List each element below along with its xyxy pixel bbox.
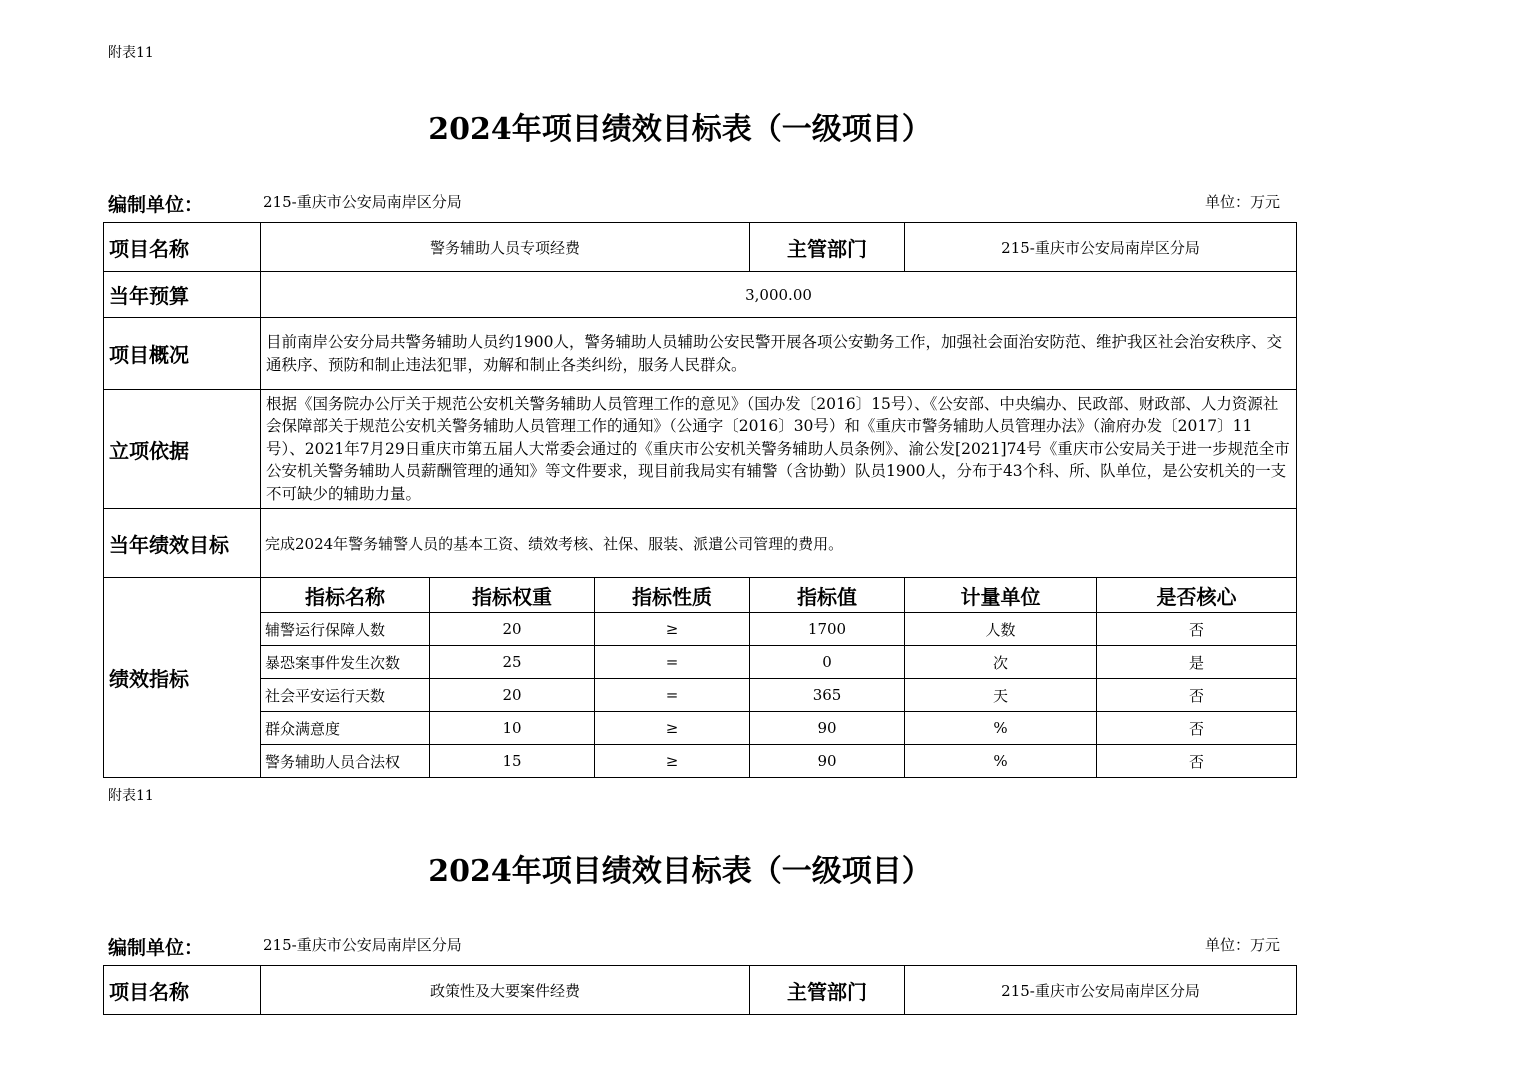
indicator-header: 是否核心 (1097, 578, 1297, 613)
indicator-nature: ≥ (595, 745, 750, 778)
basis-value: 根据《国务院办公厅关于规范公安机关警务辅助人员管理工作的意见》（国办发〔2016〕15号）、《公安部、中央编办、民政部、财政部、人力资源社会保障部关于规范公安机关警务辅助人员管理工作的通知》（公通字〔2016〕30号）和《重庆市警务辅助人员管理办法》（渝府办发〔2017〕11号）、2021年7月29日重庆市第五届人大常委会通过的《重庆市公安机关警务辅助人员条例》、渝公发[2021]74号《重庆市公安局关于进一步规范全市公安机关警务辅助人员薪酬管理的通知》等文件要求，现目前我局实有辅警（含协勤）队员1900人，分布于43个科、所、队单位，是公安机关的一支不可缺少的辅助力量。 (261, 390, 1297, 509)
indicator-header: 指标名称 (261, 578, 430, 613)
indicator-row (104, 646, 1297, 679)
indicator-core: 否 (1097, 745, 1297, 778)
indicator-unit: 人数 (905, 613, 1097, 646)
indicator-row (104, 745, 1297, 778)
basis-label: 立项依据 (104, 390, 261, 509)
budget-value: 3,000.00 (261, 272, 1297, 318)
project-name-label: 项目名称 (104, 966, 261, 1015)
currency-unit: 单位：万元 (1205, 193, 1281, 211)
indicator-row (104, 679, 1297, 712)
dept-value: 215-重庆市公安局南岸区分局 (905, 223, 1297, 272)
project-name-value: 警务辅助人员专项经费 (261, 223, 750, 272)
currency-unit: 单位：万元 (1205, 936, 1281, 954)
overview-label: 项目概况 (104, 318, 261, 390)
goal-value: 完成2024年警务辅警人员的基本工资、绩效考核、社保、服装、派遣公司管理的费用。 (261, 509, 1297, 578)
goal-label: 当年绩效目标 (104, 509, 261, 578)
indicator-name: 暴恐案事件发生次数 (261, 646, 430, 679)
dept-value: 215-重庆市公安局南岸区分局 (905, 966, 1297, 1015)
indicator-value: 0 (750, 646, 905, 679)
indicator-name: 群众满意度 (261, 712, 430, 745)
indicator-value: 90 (750, 712, 905, 745)
page-title: 2024年项目绩效目标表（一级项目） (428, 854, 932, 889)
indicator-weight: 15 (430, 745, 595, 778)
org-value: 215-重庆市公安局南岸区分局 (263, 936, 462, 954)
indicator-weight: 20 (430, 613, 595, 646)
indicator-core: 否 (1097, 679, 1297, 712)
indicator-core: 是 (1097, 646, 1297, 679)
indicator-weight: 10 (430, 712, 595, 745)
attachment-label: 附表11 (108, 45, 154, 61)
indicator-header: 指标权重 (430, 578, 595, 613)
budget-label: 当年预算 (104, 272, 261, 318)
org-label: 编制单位： (108, 194, 204, 216)
indicator-nature: ≥ (595, 613, 750, 646)
indicator-weight: 25 (430, 646, 595, 679)
indicator-value: 90 (750, 745, 905, 778)
indicators-label: 绩效指标 (104, 578, 261, 778)
indicator-header: 指标性质 (595, 578, 750, 613)
indicator-unit: 次 (905, 646, 1097, 679)
indicator-header: 计量单位 (905, 578, 1097, 613)
indicator-name: 社会平安运行天数 (261, 679, 430, 712)
indicator-unit: 天 (905, 679, 1097, 712)
dept-label: 主管部门 (750, 223, 905, 272)
indicator-header: 指标值 (750, 578, 905, 613)
org-value: 215-重庆市公安局南岸区分局 (263, 193, 462, 211)
indicator-row (104, 712, 1297, 745)
overview-value: 目前南岸公安分局共警务辅助人员约1900人，警务辅助人员辅助公安民警开展各项公安勤务工作，加强社会面治安防范、维护我区社会治安秩序、交通秩序、预防和制止违法犯罪，劝解和制止各类纠纷，服务人民群众。 (261, 318, 1297, 390)
project-name-value: 政策性及大要案件经费 (261, 966, 750, 1015)
org-label: 编制单位： (108, 937, 204, 959)
page-title: 2024年项目绩效目标表（一级项目） (428, 112, 932, 147)
performance-table (103, 965, 1297, 1015)
dept-label: 主管部门 (750, 966, 905, 1015)
indicator-value: 365 (750, 679, 905, 712)
indicator-unit: % (905, 712, 1097, 745)
indicator-value: 1700 (750, 613, 905, 646)
indicator-nature: = (595, 679, 750, 712)
indicator-row (104, 613, 1297, 646)
performance-table (103, 222, 1297, 778)
attachment-label: 附表11 (108, 788, 154, 804)
indicator-core: 否 (1097, 712, 1297, 745)
indicator-unit: % (905, 745, 1097, 778)
indicator-weight: 20 (430, 679, 595, 712)
indicator-name: 警务辅助人员合法权 (261, 745, 430, 778)
indicator-nature: ≥ (595, 712, 750, 745)
project-name-label: 项目名称 (104, 223, 261, 272)
indicator-name: 辅警运行保障人数 (261, 613, 430, 646)
indicator-core: 否 (1097, 613, 1297, 646)
indicator-nature: = (595, 646, 750, 679)
